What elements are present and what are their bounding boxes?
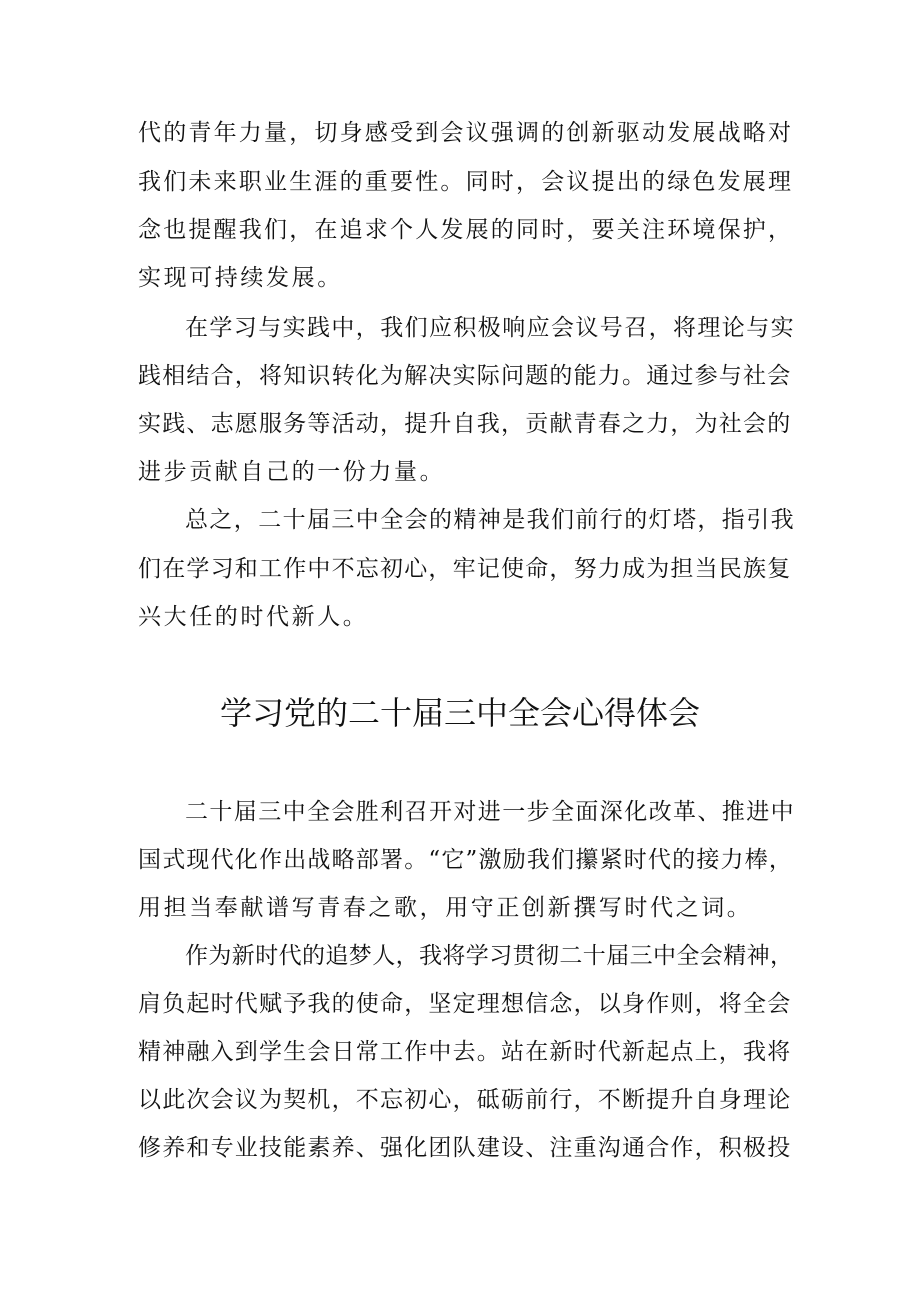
paragraph-line: 精神融入到学生会日常工作中去。站在新时代新起点上，我将 (138, 1039, 792, 1065)
paragraph-line: 作为新时代的追梦人，我将学习贯彻二十届三中全会精神， (185, 943, 794, 969)
paragraph-line: 肩负起时代赋予我的使命，坚定理想信念，以身作则，将全会 (138, 991, 792, 1017)
paragraph-line: 用担当奉献谱写青春之歌，用守正创新撰写时代之词。 (138, 895, 753, 921)
paragraph-line: 兴大任的时代新人。 (138, 604, 369, 630)
paragraph-line: 国式现代化作出战略部署。“它”激励我们攥紧时代的接力棒， (138, 847, 794, 873)
paragraph-line: 我们未来职业生涯的重要性。同时，会议提出的绿色发展理 (138, 169, 794, 195)
paragraph-line: 代的青年力量，切身感受到会议强调的创新驱动发展战略对 (138, 120, 794, 146)
paragraph-line: 在学习与实践中，我们应积极响应会议号召，将理论与实 (185, 315, 795, 341)
paragraph-line: 践相结合，将知识转化为解决实际问题的能力。通过参与社会 (138, 363, 792, 389)
section-title: 学习党的二十届三中全会心得体会 (219, 694, 700, 732)
paragraph-line: 总之，二十届三中全会的精神是我们前行的灯塔，指引我 (185, 507, 795, 533)
paragraph-line: 修养和专业技能素养、强化团队建设、注重沟通合作，积极投 (138, 1135, 792, 1161)
paragraph-line: 实践、志愿服务等活动，提升自我，贡献青春之力，为社会的 (138, 411, 792, 437)
paragraph-line: 进步贡献自己的一份力量。 (138, 459, 446, 485)
paragraph-line: 以此次会议为契机，不忘初心，砥砺前行，不断提升自身理论 (138, 1087, 792, 1113)
paragraph-line: 实现可持续发展。 (138, 265, 343, 291)
paragraph-line: 二十届三中全会胜利召开对进一步全面深化改革、推进中 (185, 799, 795, 825)
paragraph-line: 念也提醒我们，在追求个人发展的同时，要关注环境保护， (138, 217, 794, 243)
paragraph-line: 们在学习和工作中不忘初心，牢记使命，努力成为担当民族复 (138, 556, 792, 582)
